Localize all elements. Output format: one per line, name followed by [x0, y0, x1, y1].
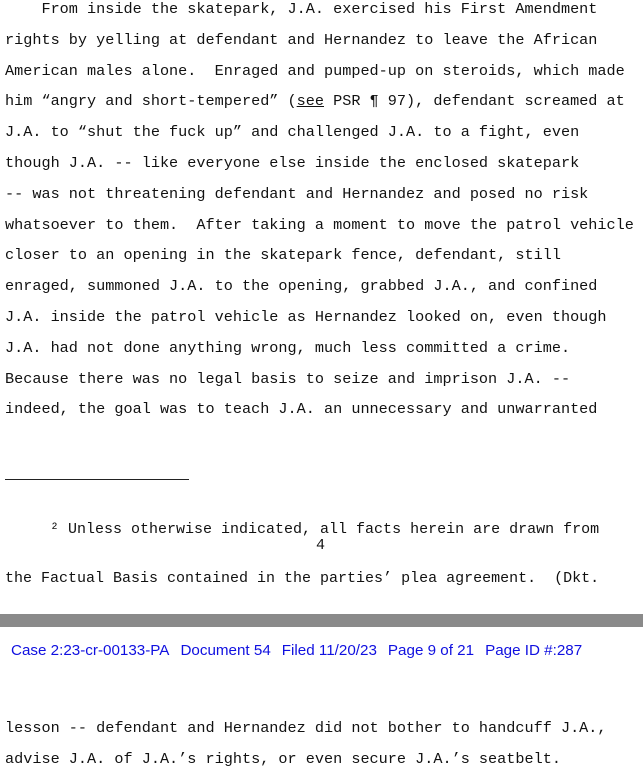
body-line: American males alone. Enraged and pumped-up on steroids, which made: [5, 61, 625, 80]
page-number: 4: [316, 537, 326, 554]
footnote-divider: [5, 479, 189, 480]
upper-page-body: [5, 0, 641, 430]
case-header: [11, 641, 593, 661]
body-line: lesson -- defendant and Hernandez did not bother to handcuff J.A.,: [5, 719, 607, 737]
body-line: enraged, summoned J.A. to the opening, grabbed J.A., and confined: [5, 277, 598, 296]
body-line: -- was not threatening defendant and Hernandez and posed no risk: [5, 184, 589, 203]
body-line: indeed, the goal was to teach J.A. an unnecessary and unwarranted: [5, 400, 598, 419]
body-line: J.A. inside the patrol vehicle as Hernandez looked on, even though: [5, 307, 607, 326]
document-number: Document 54: [180, 642, 271, 659]
body-text-segment: him “angry and short-tempered” (: [5, 92, 297, 111]
body-line: From inside the skatepark, J.A. exercised his First Amendment: [5, 0, 598, 18]
footnote-line: the Factual Basis contained in the parties’ plea agreement. (Dkt.: [5, 570, 600, 588]
footnote-line: ² Unless otherwise indicated, all facts herein are drawn from: [5, 521, 600, 539]
case-number: Case 2:23-cr-00133-PA: [11, 642, 170, 659]
body-line: J.A. had not done anything wrong, much less committed a crime.: [5, 338, 571, 357]
body-line: Because there was no legal basis to seize and imprison J.A. --: [5, 369, 571, 388]
body-line: though J.A. -- like everyone else inside the enclosed skatepark: [5, 153, 580, 172]
body-line: whatsoever to them. After taking a moment to move the patrol vehicle: [5, 215, 634, 234]
body-line: rights by yelling at defendant and Hernandez to leave the African: [5, 30, 598, 49]
body-text-segment: PSR ¶ 97), defendant screamed at: [324, 92, 625, 111]
body-line: J.A. to “shut the fuck up” and challenged J.A. to a fight, even: [5, 123, 580, 142]
body-line-with-citation: [5, 91, 641, 122]
filed-date: Filed 11/20/23: [281, 642, 377, 659]
page-separator: [0, 614, 643, 627]
lower-page-body: [5, 718, 641, 780]
lower-page: [0, 627, 643, 780]
page-count: Page 9 of 21: [387, 642, 475, 659]
body-line: closer to an opening in the skatepark fence, defendant, still: [5, 246, 561, 265]
citation-signal: see: [296, 92, 324, 111]
page-id: Page ID #:287: [485, 642, 583, 659]
body-line: advise J.A. of J.A.’s rights, or even secure J.A.’s seatbelt.: [5, 749, 561, 768]
